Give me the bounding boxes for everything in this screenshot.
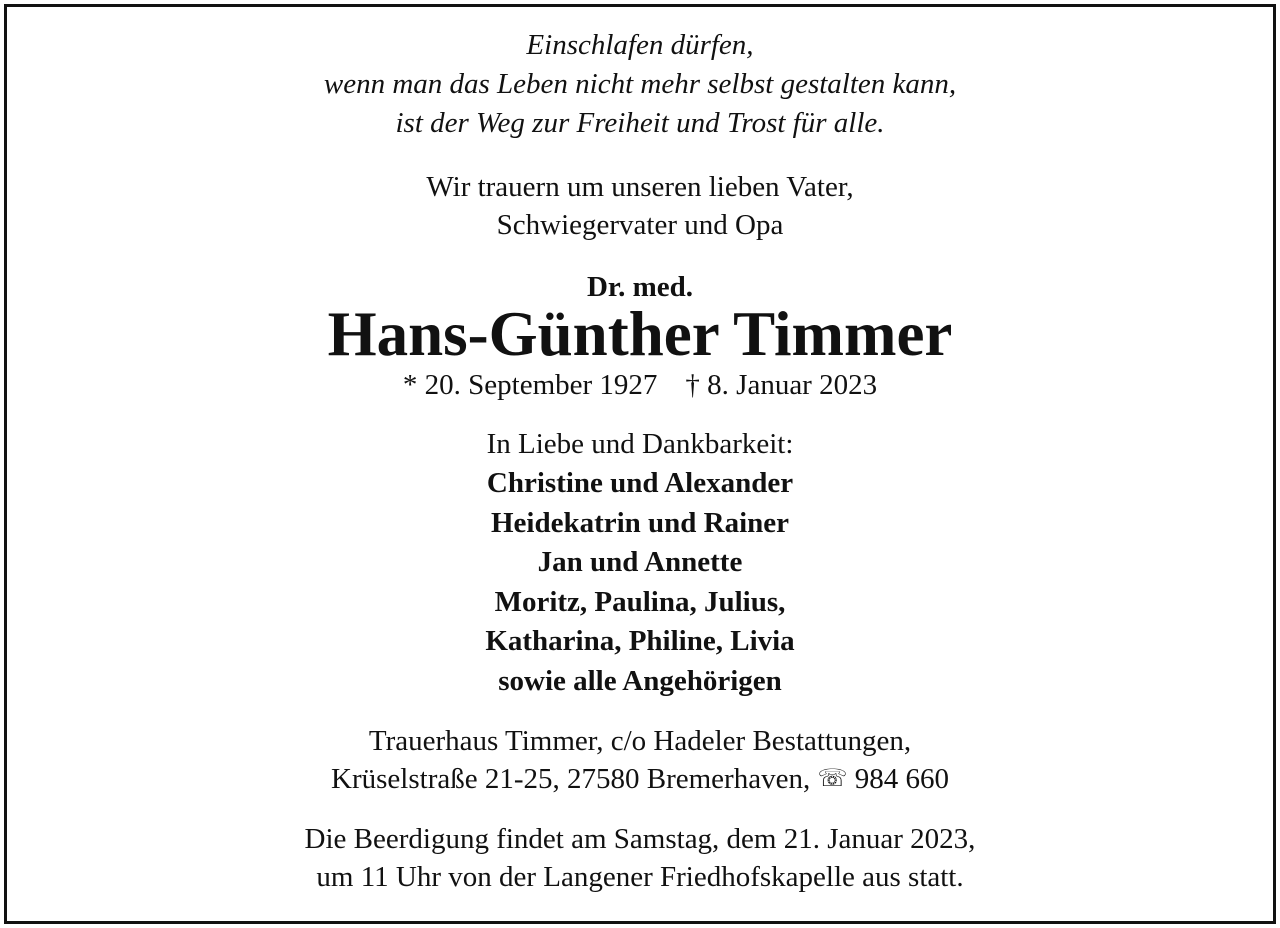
- mourner-name: Christine und Alexander: [486, 467, 794, 499]
- announcement-line-1: Wir trauern um unseren lieben Vater,: [426, 171, 854, 203]
- mourner-name: Jan und Annette: [537, 546, 743, 578]
- academic-title: Dr. med.: [586, 271, 694, 303]
- poem-line-3: ist der Weg zur Freiheit und Trost für alle.: [395, 107, 885, 139]
- funeral-line-2: um 11 Uhr von der Langener Friedhofskapelle aus statt.: [316, 861, 964, 893]
- life-dates: [0, 366, 1280, 404]
- poem-verse: [0, 26, 1280, 143]
- mourning-announcement: [0, 168, 1280, 244]
- mourner-name: Katharina, Philine, Livia: [485, 625, 795, 657]
- poem-line-1: Einschlafen dürfen,: [526, 29, 754, 61]
- telephone-icon: ☏: [817, 766, 848, 792]
- mourning-house-address: [0, 722, 1280, 798]
- phone-number: 984 660: [854, 763, 949, 795]
- street-address: Krüselstraße 21-25, 27580 Bremerhaven,: [331, 763, 811, 795]
- mourners-heading: In Liebe und Dankbarkeit:: [486, 428, 794, 460]
- poem-line-2: wenn man das Leben nicht mehr selbst gestalten kann,: [323, 68, 957, 100]
- birth-date: * 20. September 1927: [402, 369, 658, 401]
- mourner-name: Moritz, Paulina, Julius,: [494, 585, 786, 618]
- deceased-name: Hans-Günther Timmer: [327, 299, 953, 369]
- funeral-notice: [0, 820, 1280, 896]
- mourners-list: [0, 464, 1280, 701]
- mourner-name: sowie alle Angehörigen: [498, 664, 782, 697]
- funeral-line-1: Die Beerdigung findet am Samstag, dem 21. Januar 2023,: [304, 823, 976, 855]
- death-date: † 8. Januar 2023: [685, 369, 878, 401]
- address-line-2: [0, 760, 1280, 798]
- announcement-line-2: Schwiegervater und Opa: [496, 209, 784, 241]
- address-line-1: Trauerhaus Timmer, c/o Hadeler Bestattungen,: [368, 725, 912, 757]
- mourner-name: Heidekatrin und Rainer: [490, 506, 790, 539]
